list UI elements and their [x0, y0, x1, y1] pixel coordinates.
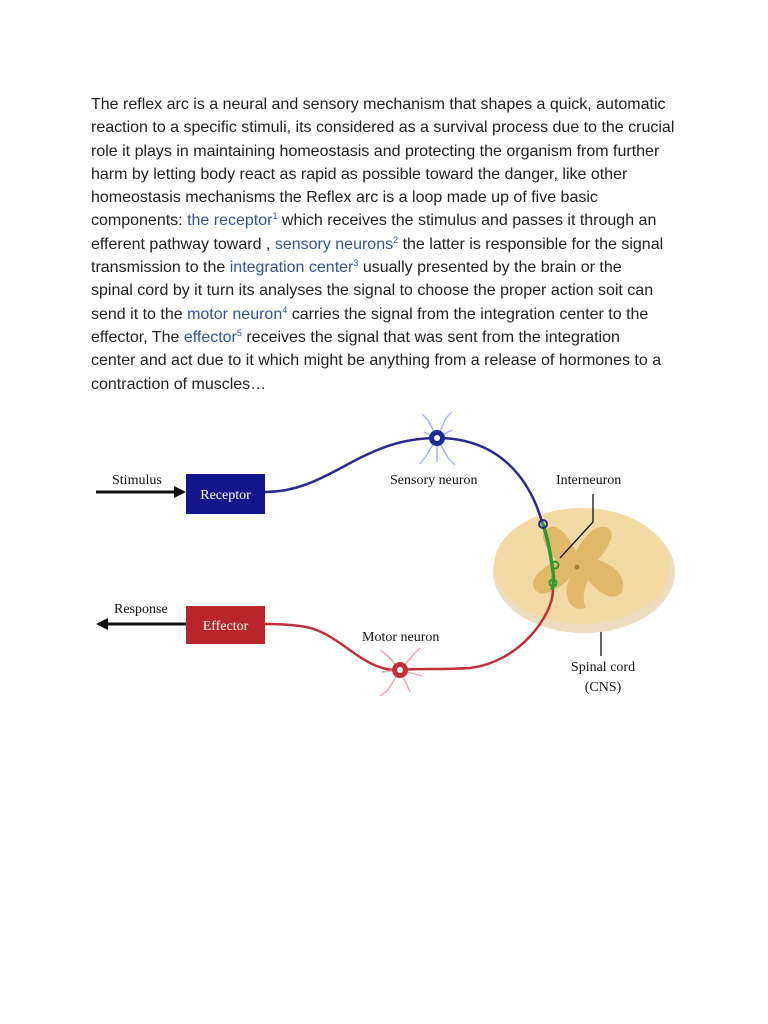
text-run: send it to the: [91, 305, 188, 323]
footnote-marker: 5: [236, 327, 242, 338]
text-run: homeostasis mechanisms the Reflex arc is a loop made up of five basic: [91, 189, 598, 207]
paragraph-line: [91, 349, 691, 372]
paragraph-line: [91, 256, 691, 279]
text-run: reaction to a specific stimuli, its considered as a survival process due to the crucial: [91, 119, 675, 137]
text-run: spinal cord by it turn its analyses the signal to choose the proper action soit can: [91, 282, 654, 300]
sensory-neuron-label: Sensory neuron: [390, 473, 478, 488]
text-run: transmission to the: [91, 259, 230, 277]
text-run: efferent pathway toward ,: [91, 235, 275, 253]
text-run: carries the signal from the integration center to the: [287, 305, 649, 323]
text-run: role it plays in maintaining homeostasis and protecting the organism from further: [91, 142, 660, 160]
response-label: Response: [114, 602, 168, 617]
term-link[interactable]: integration center: [229, 259, 354, 277]
footnote-marker: 2: [393, 234, 399, 245]
term-link[interactable]: sensory neurons: [274, 235, 394, 253]
text-run: The reflex arc is a neural and sensory mechanism that shapes a quick, automatic: [91, 96, 666, 113]
text-run: usually presented by the brain or the: [358, 259, 622, 277]
footnote-marker: 4: [282, 304, 288, 315]
paragraph-line: [91, 163, 691, 186]
reflex-arc-diagram: [0, 400, 768, 710]
cns-label: (CNS): [584, 680, 622, 695]
paragraph-line: [91, 209, 691, 232]
receptor-label: Receptor: [200, 488, 251, 503]
body-paragraph: [91, 93, 691, 396]
text-run: center and act due to it which might be anything from a release of hormones to a: [91, 352, 662, 370]
term-link[interactable]: motor neuron: [187, 305, 283, 323]
paragraph-line: [91, 279, 691, 302]
text-run: components:: [91, 212, 188, 230]
stimulus-label: Stimulus: [112, 473, 162, 488]
term-link[interactable]: the receptor: [187, 212, 273, 230]
paragraph-line: [91, 373, 691, 396]
effector-label: Effector: [202, 619, 249, 634]
text-run: receives the signal that was sent from the integration: [241, 328, 620, 346]
text-run: contraction of muscles…: [91, 375, 267, 393]
text-run: harm by letting body react as rapid as possible toward the danger, like other: [91, 165, 628, 183]
paragraph-line: [91, 233, 691, 256]
text-run: which receives the stimulus and passes it through an: [277, 212, 657, 230]
spinal-cord-label: Spinal cord: [570, 660, 636, 675]
interneuron-label: Interneuron: [556, 473, 622, 488]
spinal-cord: [493, 508, 675, 633]
paragraph-line: [91, 140, 691, 163]
paragraph-line: [91, 116, 691, 139]
text-run: effector, The: [91, 328, 184, 346]
motor-neuron-label: Motor neuron: [362, 630, 440, 645]
term-link[interactable]: effector: [183, 328, 237, 346]
text-run: the latter is responsible for the signal: [398, 235, 664, 253]
paragraph-line: [91, 326, 691, 349]
footnote-marker: 1: [272, 211, 278, 222]
paragraph-line: [91, 303, 691, 326]
paragraph-line: [91, 93, 691, 116]
footnote-marker: 3: [353, 258, 359, 269]
paragraph-line: [91, 186, 691, 209]
